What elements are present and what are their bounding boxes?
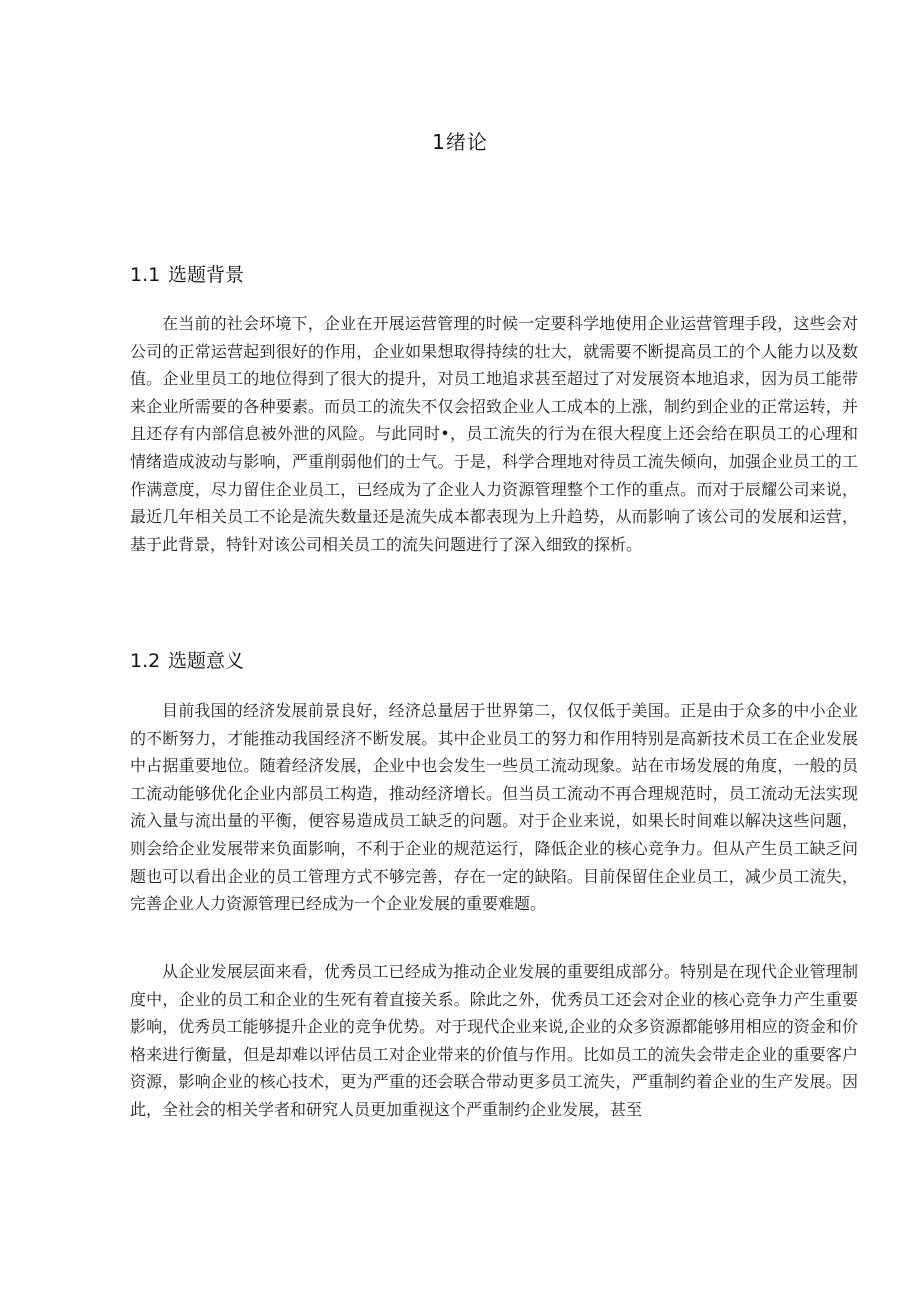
paragraph-significance-1: 目前我国的经济发展前景良好，经济总量居于世界第二，仅仅低于美国。正是由于众多的中小企业的不断努力，才能推动我国经济不断发展。其中企业员工的努力和作用特别是高新技术员工在企业发展中占据重要地位。随着经济发展，企业中也会发生一些员工流动现象。站在市场发展的角度，一般的员工流动能够优化企业内部员工构造，推动经济增长。但当员工流动不再合理规范时，员工流动无法实现流入量与流出量的平衡，便容易造成员工缺乏的问题。对于企业来说，如果长时间难以解决这些问题，则会给企业发展带来负面影响，不利于企业的规范运行，降低企业的核心竞争力。但从产生员工缺乏问题也可以看出企业的员工管理方式不够完善，存在一定的缺陷。目前保留住企业员工，减少员工流失，完善企业人力资源管理已经成为一个企业发展的重要难题。	[130, 701, 858, 914]
paragraph-background: 在当前的社会环境下，企业在开展运营管理的时候一定要科学地使用企业运营管理手段，这些会对公司的正常运营起到很好的作用，企业如果想取得持续的壮大，就需要不断提高员工的个人能力以及数值。企业里员工的地位得到了很大的提升，对员工地追求甚至超过了对发展资本地追求，因为员工能带来企业所需要的各种要素。而员工的流失不仅会招致企业人工成本的上涨，制约到企业的正常运转，并且还存有内部信息被外泄的风险。与此同时•，员工流失的行为在很大程度上还会给在职员工的心理和情绪造成波动与影响，严重削弱他们的士气。于是，科学合理地对待员工流失倾向，加强企业员工的工作满意度，尽力留住企业员工，已经成为了企业人力资源管理整个工作的重点。而对于辰耀公司来说，最近几年相关员工不论是流失数量还是流失成本都表现为上升趋势，从而影响了该公司的发展和运营，基于此背景，特针对该公司相关员工的流失问题进行了深入细致的探析。	[130, 314, 858, 554]
section-number: 1.2	[130, 650, 161, 672]
section-title: 选题意义	[168, 650, 245, 672]
section-heading-significance	[130, 646, 244, 673]
section-title: 选题背景	[168, 264, 245, 286]
chapter-title: 1绪论	[432, 130, 488, 154]
section-number: 1.1	[130, 264, 161, 286]
paragraph-significance-2: 从企业发展层面来看，优秀员工已经成为推动企业发展的重要组成部分。特别是在现代企业管理制度中，企业的员工和企业的生死有着直接关系。除此之外，优秀员工还会对企业的核心竞争力产生重要影响，优秀员工能够提升企业的竞争优势。对于现代企业来说,企业的众多资源都能够用相应的资金和价格来进行衡量，但是却难以评估员工对企业带来的价值与作用。比如员工的流失会带走企业的重要客户资源，影响企业的核心技术，更为严重的还会联合带动更多员工流失，严重制约着企业的生产发展。因此，全社会的相关学者和研究人员更加重视这个严重制约企业发展，甚至	[130, 962, 858, 1119]
section-heading-background	[130, 260, 244, 287]
